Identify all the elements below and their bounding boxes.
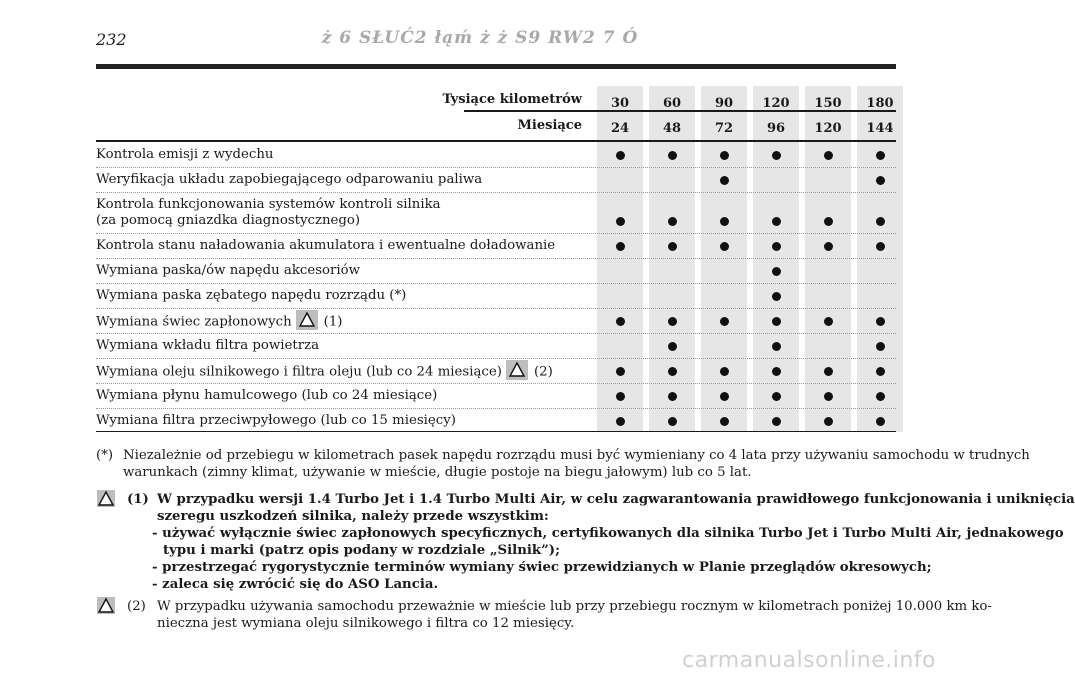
row-divider [96, 283, 896, 284]
month-header-48: 48 [662, 121, 682, 136]
row-label: Wymiana filtra przeciwpyłowego (lub co 15 miesięcy) [96, 413, 456, 428]
row-label-with-warning [96, 312, 342, 332]
km-header-120: 120 [762, 96, 790, 111]
month-header-120: 120 [814, 121, 842, 136]
schedule-dot [720, 151, 729, 160]
row-label: Weryfikacja układu zapobiegającego odparowaniu paliwa [96, 172, 483, 187]
schedule-dot [616, 151, 625, 160]
column-band [857, 86, 903, 432]
schedule-dot [616, 417, 625, 426]
schedule-dot [772, 417, 781, 426]
schedule-dot [616, 367, 625, 376]
row-label-with-warning [96, 362, 553, 382]
schedule-dot [772, 292, 781, 301]
schedule-dot [876, 217, 885, 226]
km-header-150: 150 [814, 96, 842, 111]
footnote-2-line: nieczna jest wymiana oleju silnikowego i filtra co 12 miesięcy. [157, 616, 575, 631]
schedule-dot [668, 242, 677, 251]
row-label-text: Wymiana oleju silnikowego i filtra oleju (lub co 24 miesiące) [96, 364, 502, 380]
schedule-dot [668, 151, 677, 160]
schedule-dot [876, 317, 885, 326]
schedule-dot [772, 267, 781, 276]
schedule-dot [668, 417, 677, 426]
header-months-label: Miesiące [517, 118, 582, 133]
schedule-dot [720, 242, 729, 251]
column-band [753, 86, 799, 432]
schedule-dot [616, 242, 625, 251]
footnote-reference: (1) [323, 314, 343, 330]
schedule-dot [668, 317, 677, 326]
footnote-1-line: szeregu uszkodzeń silnika, należy przede wszystkim: [157, 509, 549, 524]
km-header-30: 30 [610, 96, 630, 111]
schedule-dot [616, 317, 625, 326]
schedule-dot [876, 342, 885, 351]
row-divider [96, 167, 896, 168]
row-divider [96, 333, 896, 334]
schedule-dot [720, 367, 729, 376]
row-divider [96, 192, 896, 193]
schedule-dot [616, 217, 625, 226]
footnote-asterisk-line: Niezależnie od przebiegu w kilometrach pasek napędu rozrządu musi być wymieniany co 4 lata przy używaniu samochodu w trudnych [123, 448, 1030, 463]
schedule-dot [720, 217, 729, 226]
schedule-dot [720, 317, 729, 326]
row-label: Wymiana paska/ów napędu akcesoriów [96, 263, 361, 278]
month-header-96: 96 [766, 121, 786, 136]
row-label: Kontrola funkcjonowania systemów kontroli silnika [96, 197, 441, 212]
row-label: Kontrola emisji z wydechu [96, 147, 274, 162]
footnote-2-line: W przypadku używania samochodu przeważnie w mieście lub przy przebiegu rocznym w kilometrach poniżej 10.000 km ko- [157, 599, 992, 614]
row-label-text: Wymiana świec zapłonowych [96, 314, 292, 330]
footnote-asterisk-line: warunkach (zimny klimat, używanie w mieście, długie postoje na biegu jałowym) lub co 5 lat. [123, 465, 752, 480]
footnote-1-line: W przypadku wersji 1.4 Turbo Jet i 1.4 Turbo Multi Air, w celu zagwarantowania prawidłowego funkcjonowania i uniknięcia [157, 492, 1075, 507]
schedule-dot [824, 151, 833, 160]
month-header-72: 72 [714, 121, 734, 136]
warning-triangle-icon [296, 310, 318, 330]
running-header: ż 6 SŁUĆ2 łąḿ ż ż S9 RW2 7 Ó [321, 28, 639, 48]
schedule-dot [824, 217, 833, 226]
km-header-180: 180 [866, 96, 894, 111]
month-header-144: 144 [866, 121, 894, 136]
schedule-dot [720, 392, 729, 401]
row-divider [96, 408, 896, 409]
row-label: Wymiana paska zębatego napędu rozrządu (*) [96, 288, 407, 303]
row-divider [96, 383, 896, 384]
footnote-1-line: - zaleca się zwrócić się do ASO Lancia. [152, 577, 439, 592]
schedule-dot [772, 242, 781, 251]
footnote-2-marker: (2) [127, 599, 146, 614]
schedule-dot [876, 417, 885, 426]
table-bottom-rule [96, 431, 896, 432]
warning-triangle-icon [97, 490, 115, 507]
watermark: carmanualsonline.info [682, 648, 936, 673]
schedule-dot [720, 417, 729, 426]
schedule-dot [668, 392, 677, 401]
schedule-dot [876, 242, 885, 251]
schedule-dot [772, 151, 781, 160]
schedule-dot [772, 217, 781, 226]
schedule-dot [668, 217, 677, 226]
column-band [649, 86, 695, 432]
row-label: Wymiana wkładu filtra powietrza [96, 338, 320, 353]
schedule-dot [720, 176, 729, 185]
schedule-dot [824, 417, 833, 426]
page-number: 232 [96, 30, 127, 49]
schedule-dot [668, 342, 677, 351]
row-label: Kontrola stanu naładowania akumulatora i ewentualne doładowanie [96, 238, 556, 253]
footnote-1-marker: (1) [127, 492, 149, 507]
schedule-dot [772, 392, 781, 401]
header-rule [96, 64, 896, 69]
row-label-continued: (za pomocą gniazdka diagnostycznego) [96, 213, 361, 228]
column-band [701, 86, 747, 432]
schedule-dot [616, 392, 625, 401]
footnote-1-line: - używać wyłącznie świec zapłonowych specyficznych, certyfikowanych dla silnika Turbo Jet i Turbo Multi Air, jednakowego [152, 526, 1064, 541]
warning-triangle-icon [506, 360, 528, 380]
schedule-dot [876, 151, 885, 160]
schedule-dot [772, 342, 781, 351]
row-divider [96, 308, 896, 309]
schedule-dot [824, 367, 833, 376]
column-band [597, 86, 643, 432]
month-header-24: 24 [610, 121, 630, 136]
schedule-dot [876, 367, 885, 376]
footnote-1-line: typu i marki (patrz opis podany w rozdziale „Silnik”); [163, 543, 560, 558]
column-band [805, 86, 851, 432]
row-divider [96, 233, 896, 234]
schedule-dot [824, 242, 833, 251]
km-header-90: 90 [714, 96, 734, 111]
row-divider [96, 258, 896, 259]
footnote-asterisk-marker: (*) [96, 448, 114, 463]
schedule-dot [876, 392, 885, 401]
schedule-dot [668, 367, 677, 376]
header-kilometers-label: Tysiące kilometrów [442, 92, 582, 107]
schedule-dot [876, 176, 885, 185]
footnote-1-line: - przestrzegać rygorystycznie terminów wymiany świec przewidzianych w Planie przeglądów okresowych; [152, 560, 932, 575]
schedule-dot [772, 367, 781, 376]
km-header-60: 60 [662, 96, 682, 111]
row-label: Wymiana płynu hamulcowego (lub co 24 miesiące) [96, 388, 438, 403]
warning-triangle-icon [97, 597, 115, 614]
schedule-dot [824, 392, 833, 401]
schedule-dot [824, 317, 833, 326]
row-divider [96, 358, 896, 359]
schedule-dot [772, 317, 781, 326]
header-rule-lower [96, 140, 896, 142]
footnote-reference: (2) [533, 364, 553, 380]
